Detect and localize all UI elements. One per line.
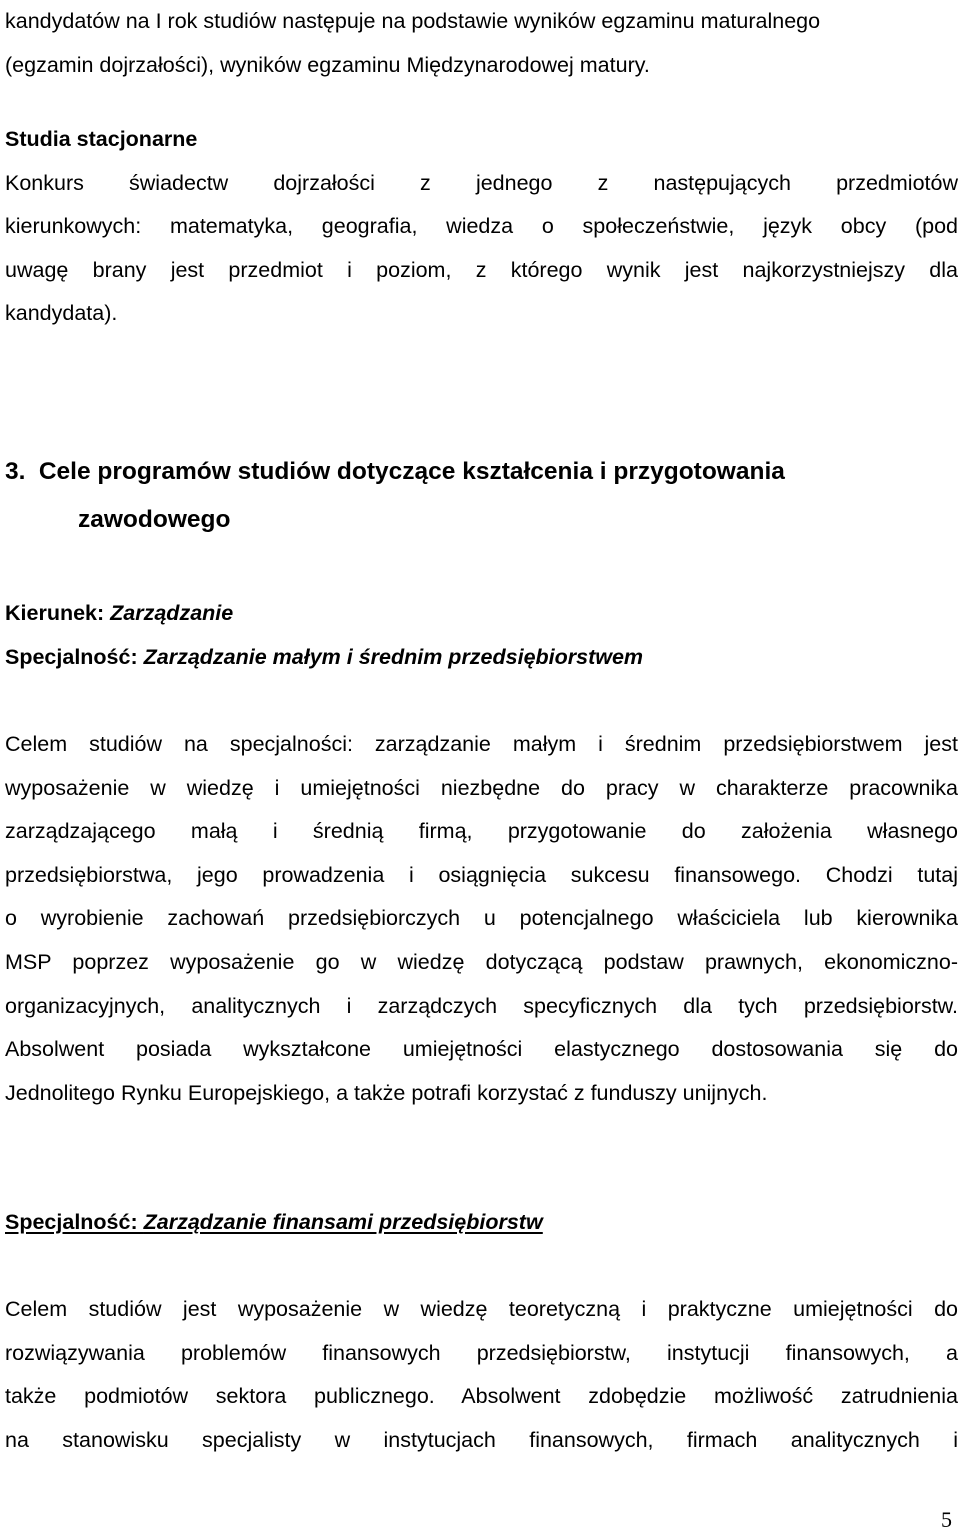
text-line: zarządzającego małą i średnią firmą, przygotowanie do założenia własnego xyxy=(5,819,958,844)
text-line: organizacyjnych, analitycznych i zarządczych specyficznych dla tych przedsiębiorstw. xyxy=(5,993,958,1018)
field-of-study-value: Zarządzanie xyxy=(110,601,234,625)
sme-goals-paragraph xyxy=(5,723,958,1115)
field-of-study-line xyxy=(5,592,958,636)
text-line: także podmiotów sektora publicznego. Absolwent zdobędzie możliwość zatrudnienia xyxy=(5,1384,958,1409)
specialization-label: Specjalność: xyxy=(5,645,144,669)
text-line: o wyrobienie zachowań przedsiębiorczych u potencjalnego właściciela lub kierownika xyxy=(5,906,958,931)
section-heading xyxy=(5,448,958,544)
admission-paragraph xyxy=(5,0,958,87)
text-line: rozwiązywania problemów finansowych przedsiębiorstw, instytucji finansowych, a xyxy=(5,1340,958,1365)
text-line: (egzamin dojrzałości), wyników egzaminu Międzynarodowej matury. xyxy=(5,52,650,77)
page-number: 5 xyxy=(941,1507,952,1532)
specialization-finance-line xyxy=(5,1201,958,1245)
specialization-value: Zarządzanie małym i średnim przedsiębiorstwem xyxy=(143,645,644,669)
text-line: kandydata). xyxy=(5,301,118,326)
section-number: 3. xyxy=(5,458,26,485)
specialization-sme-line xyxy=(5,636,958,680)
text-line: na stanowisku specjalisty w instytucjach finansowych, firmach analitycznych i xyxy=(5,1427,958,1452)
section-title-line: zawodowego xyxy=(78,506,231,533)
full-time-studies-section xyxy=(5,118,958,336)
field-of-study-label: Kierunek: xyxy=(5,601,111,625)
text-line: kierunkowych: matematyka, geografia, wiedza o społeczeństwie, język obcy (pod xyxy=(5,214,958,239)
text-line: Jednolitego Rynku Europejskiego, a także potrafi korzystać z funduszy unijnych. xyxy=(5,1080,768,1105)
text-line: Absolwent posiada wykształcone umiejętności elastycznego dostosowania się do xyxy=(5,1037,958,1062)
full-time-studies-heading: Studia stacjonarne xyxy=(5,127,198,151)
text-line: przedsiębiorstwa, jego prowadzenia i osiągnięcia sukcesu finansowego. Chodzi tutaj xyxy=(5,862,958,887)
text-line: wyposażenie w wiedzę i umiejętności niezbędne do pracy w charakterze pracownika xyxy=(5,775,958,800)
section-title-line: Cele programów studiów dotyczące kształcenia i przygotowania xyxy=(38,458,785,485)
specialization-label: Specjalność: xyxy=(5,1210,144,1234)
text-line: uwagę brany jest przedmiot i poziom, z którego wynik jest najkorzystniejszy dla xyxy=(5,257,958,282)
text-line: Konkurs świadectw dojrzałości z jednego z następujących przedmiotów xyxy=(5,170,958,195)
specialization-value: Zarządzanie finansami przedsiębiorstw xyxy=(143,1210,543,1234)
finance-goals-paragraph xyxy=(5,1288,958,1462)
text-line: kandydatów na I rok studiów następuje na podstawie wyników egzaminu maturalnego xyxy=(5,9,821,33)
text-line: Celem studiów na specjalności: zarządzanie małym i średnim przedsiębiorstwem jest xyxy=(5,732,958,756)
text-line: Celem studiów jest wyposażenie w wiedzę teoretyczną i praktyczne umiejętności do xyxy=(5,1297,958,1321)
text-line: MSP poprzez wyposażenie go w wiedzę dotyczącą podstaw prawnych, ekonomiczno- xyxy=(5,949,958,974)
